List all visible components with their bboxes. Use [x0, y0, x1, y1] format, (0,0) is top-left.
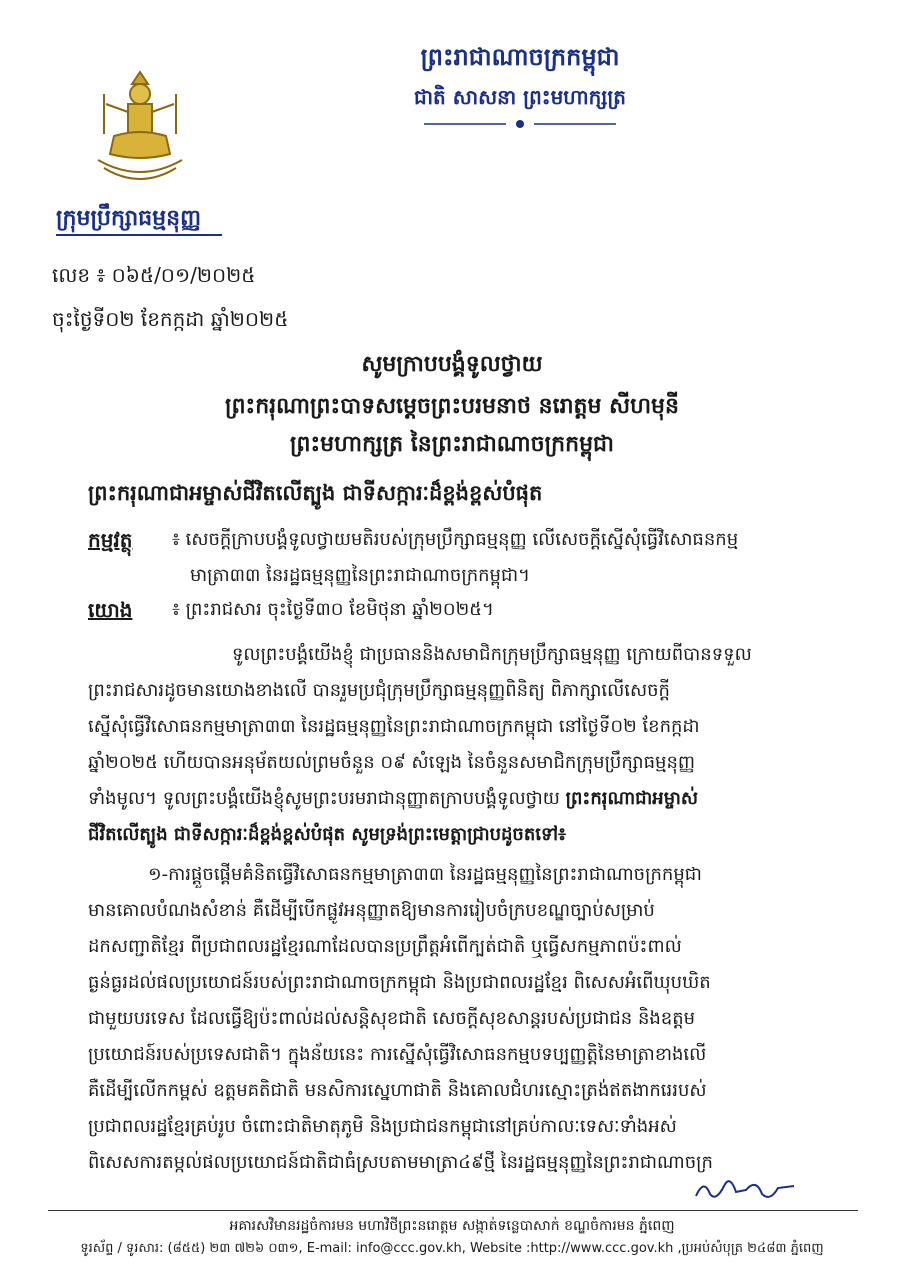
salutation: ព្រះករុណាជាអម្ចាស់ជីវិតលើត្បូង ជាទីសក្ការៈដ៏ខ្ពង់ខ្ពស់បំផុត: [88, 481, 543, 505]
reference-number: លេខ ៖ ០៦៥/០១/២០២៥: [52, 263, 256, 287]
paragraph-2-line: ប្រជាពលរដ្ឋខ្មែរគ្រប់រូប ចំពោះជាតិមាតុភូមិ និងប្រជាជនកម្ពុជានៅគ្រប់កាលៈទេសៈទាំងអស់: [88, 1116, 677, 1137]
paragraph-2-line: ប្រយោជន៍របស់ប្រទេសជាតិ។ ក្នុងន័យនេះ ការស្នើសុំធ្វើវិសោធនកម្មបទប្បញ្ញត្តិនៃមាត្រាខាងលើ: [88, 1044, 707, 1065]
paragraph-1-text: ទាំងមូល។ ទូលព្រះបង្គំយើងខ្ញុំសូមព្រះបរមរាជានុញ្ញាតក្រាបបង្គំទូលថ្វាយ: [88, 788, 560, 809]
national-motto: ជាតិ សាសនា ព្រះមហាក្សត្រ: [414, 85, 626, 109]
document-date: ចុះថ្ងៃទី០២ ខែកក្កដា ឆ្នាំ២០២៥: [52, 307, 289, 331]
footer-divider: [48, 1210, 858, 1211]
footer-address: អគារសវិមានរដ្ឋចំការមន មហាវិថីព្រះនរោត្តម សង្កាត់ទន្លេបាសាក់ ខណ្ឌចំការមន ភ្នំពេញ: [229, 1218, 675, 1234]
subject-line-1: ៖ សេចក្តីក្រាបបង្គំទូលថ្វាយមតិរបស់ក្រុមប្រឹក្សាធម្មនុញ្ញ លើសេចក្តីស្នើសុំធ្វើវិសោធនកម្ម: [172, 529, 739, 550]
kingdom-title: ព្រះរាជាណាចក្រកម្ពុជា: [420, 43, 620, 71]
initials-signature: [690, 1168, 800, 1208]
paragraph-2-line: ធ្ងន់ធ្ងរដល់ផលប្រយោជន៍របស់ព្រះរាជាណាចក្រកម្ពុជា និងប្រជាពលរដ្ឋខ្មែរ ពិសេសអំពើឃុបឃិត: [88, 972, 711, 993]
paragraph-2-line: គឺដើម្បីលើកកម្ពស់ ឧត្តមគតិជាតិ មនសិការស្នេហាជាតិ និងគោលជំហរស្មោះត្រង់ឥតងាករេរបស់: [88, 1080, 707, 1101]
footer-contact: ទូរស័ព្ទ / ទូរសារ: (៨៥៥) ២៣ ៧២៦ ០៣១, E-mail: info@ccc.gov.kh, Website :http://www.ccc.gov.kh ,ប្រអប់សំបុត្រ ២៤៨៣ ភ្នំពេញ: [80, 1241, 824, 1256]
paragraph-1-line: [88, 786, 698, 813]
paragraph-2-line: មានគោលបំណងសំខាន់ គឺដើម្បីបើកផ្លូវអនុញ្ញាតឱ្យមានការរៀបចំក្របខណ្ឌច្បាប់សម្រាប់: [88, 900, 655, 921]
department-name: ក្រុមប្រឹក្សាធម្មនុញ្ញ: [56, 206, 202, 231]
paragraph-1-line: ឆ្នាំ២០២៥ ហើយបានអនុម័តយល់ព្រមចំនួន ០៩ សំឡេង នៃចំនួនសមាជិកក្រុមប្រឹក្សាធម្មនុញ្ញ: [88, 752, 696, 773]
paragraph-1-bold-tail: ព្រះករុណាជាអម្ចាស់: [565, 788, 699, 809]
paragraph-2-line: ពិសេសការតម្កល់ផលប្រយោជន៍ជាតិជាធំស្របតាមមាត្រា៤៩ថ្មី នៃរដ្ឋធម្មនុញ្ញនៃព្រះរាជាណាចក្រ: [88, 1152, 713, 1173]
subject-line-2: មាត្រា៣៣ នៃរដ្ឋធម្មនុញ្ញនៃព្រះរាជាណាចក្រកម្ពុជា។: [190, 565, 530, 586]
reference-label: យោង: [88, 598, 133, 622]
paragraph-1-line: ព្រះរាជសារដូចមានយោងខាងលើ បានរួមប្រជុំក្រុមប្រឹក្សាធម្មនុញ្ញពិនិត្យ ពិភាក្សាលើសេចក្តី: [88, 680, 670, 701]
emblem-icon: [84, 64, 196, 194]
subject-label: កម្មវត្ថុ: [88, 528, 133, 552]
address-line-1: សូមក្រាបបង្គំទូលថ្វាយ: [361, 352, 543, 377]
paragraph-2-line: ដកសញ្ជាតិខ្មែរ ពីប្រជាពលរដ្ឋខ្មែរណាដែលបានប្រព្រឹត្តអំពើក្បត់ជាតិ ឬធ្វើសកម្មភាពប៉ះពាល់: [88, 936, 682, 957]
department-underline: [56, 234, 222, 236]
address-line-3: ព្រះមហាក្សត្រ នៃព្រះរាជាណាចក្រកម្ពុជា: [289, 432, 615, 457]
paragraph-1-line: ទូលព្រះបង្គំយើងខ្ញុំ ជាប្រធាននិងសមាជិកក្រុមប្រឹក្សាធម្មនុញ្ញ ក្រោយពីបានទទួល: [232, 644, 752, 665]
ornament-divider: [420, 118, 620, 130]
paragraph-1-bold-line: ជីវិតលើត្បូង ជាទីសក្ការៈដ៏ខ្ពង់ខ្ពស់បំផុត សូមទ្រង់ព្រះមេត្តាជ្រាបដូចតទៅ៖: [88, 824, 567, 845]
paragraph-2-line: ជាមួយបរទេស ដែលធ្វើឱ្យប៉ះពាល់ដល់សន្តិសុខជាតិ សេចក្តីសុខសាន្តរបស់ប្រជាជន និងឧត្តម: [88, 1008, 696, 1029]
paragraph-2-line: ១-ការផ្តួចផ្តើមគំនិតធ្វើវិសោធនកម្មមាត្រា៣៣ នៃរដ្ឋធម្មនុញ្ញនៃព្រះរាជាណាចក្រកម្ពុជា: [148, 864, 702, 885]
reference-text: ៖ ព្រះរាជសារ ចុះថ្ងៃទី៣០ ខែមិថុនា ឆ្នាំ២០២៥។: [172, 599, 494, 620]
address-line-2: ព្រះករុណាព្រះបាទសម្តេចព្រះបរមនាថ នរោត្តម សីហមុនី: [225, 394, 679, 419]
paragraph-1-line: ស្នើសុំធ្វើវិសោធនកម្មមាត្រា៣៣ នៃរដ្ឋធម្មនុញ្ញនៃព្រះរាជាណាចក្រកម្ពុជា នៅថ្ងៃទី០២ ខែកក្កដា: [88, 716, 700, 737]
